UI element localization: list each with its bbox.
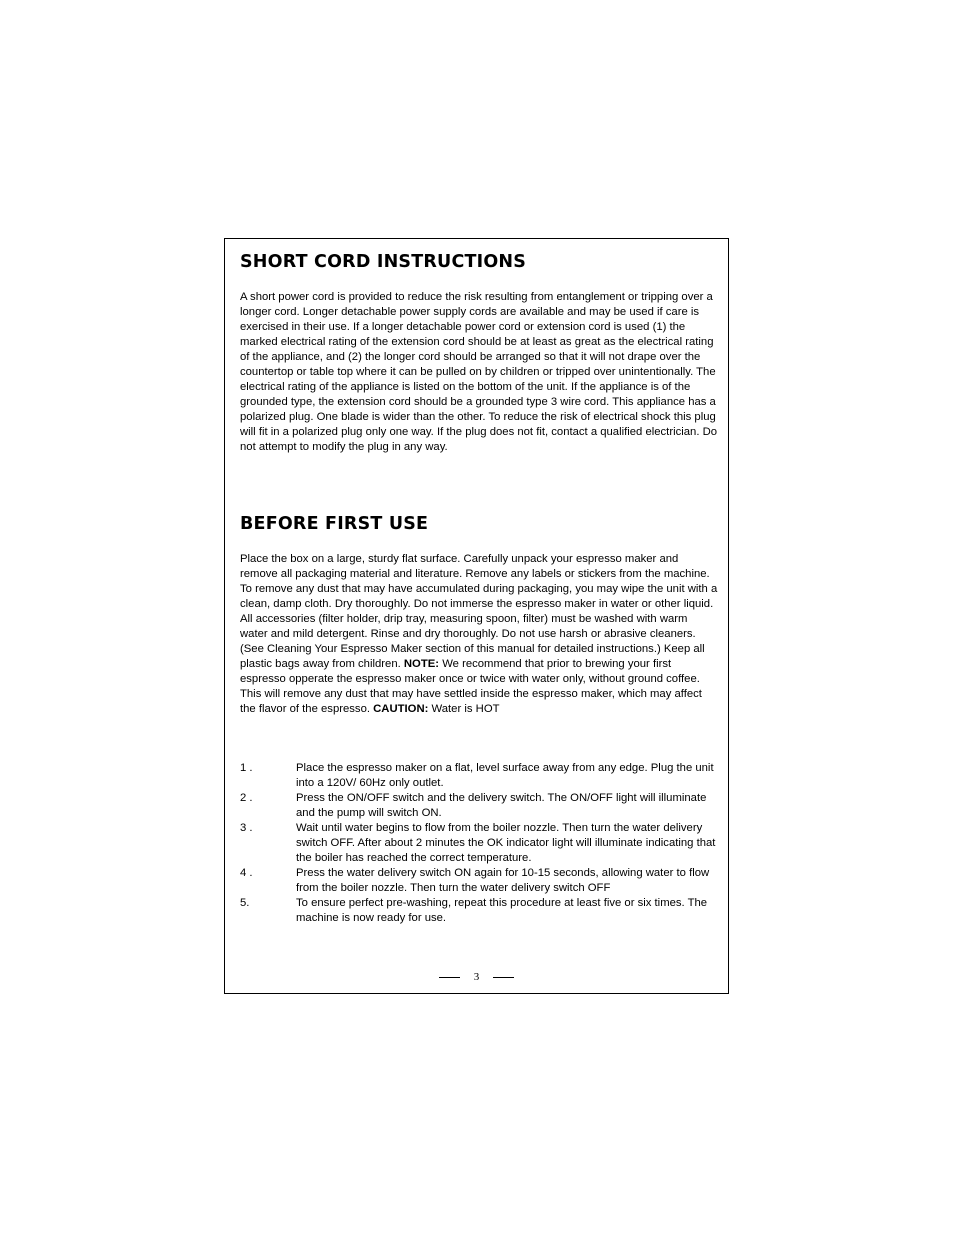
footer-rule-left [439,977,460,978]
step-text: To ensure perfect pre-washing, repeat this procedure at least five or six times. The machine is now ready for use. [296,897,708,924]
step-item [240,866,718,896]
step-number: 2 . [240,792,253,804]
setup-steps-list [240,761,718,926]
step-text: Place the espresso maker on a flat, level surface away from any edge. Plug the unit into a 120V/ 60Hz only outlet. [296,762,714,789]
step-number: 4 . [240,867,253,879]
step-item [240,791,718,821]
step-text: Press the water delivery switch ON again for 10-15 seconds, allowing water to flow from the boiler nozzle. Then turn the water delivery switch OFF [296,867,710,894]
page-number: 3 [473,971,480,983]
step-number: 5. [240,897,250,909]
caution-label: CAUTION: [373,703,429,715]
paragraph-text-part3: Water is HOT [431,703,500,715]
step-item [240,896,718,926]
short-cord-heading: SHORT CORD INSTRUCTIONS [240,252,527,272]
step-number: 3 . [240,822,253,834]
note-label: NOTE: [403,658,440,670]
step-text: Press the ON/OFF switch and the delivery switch. The ON/OFF light will illuminate and the pump will switch ON. [296,792,707,819]
short-cord-paragraph: A short power cord is provided to reduce the risk resulting from entanglement or tripping over a longer cord. Longer detachable power supply cords are available and may be used if care is exercised in their use. If a longer detachable power cord or extension cord is used (1) the marked electrical rating of the extension cord should be at least as great as the electrical rating of the appliance, and (2) the longer cord should be arranged so that it will not drape over the countertop or table top where it can be pulled on by children or tripped over unintentionally. The electrical rating of the appliance is listed on the bottom of the unit. If the appliance is of the grounded type, the extension cord should be a grounded type 3 wire cord. This appliance has a polarized plug. One blade is wider than the other. To reduce the risk of electrical shock this plug will fit in a polarized plug only one way. If the plug does not fit, contact a qualified electrician. Do not attempt to modify the plug in any way. [240,291,718,453]
paragraph-text-part2: We recommend that prior to brewing your first espresso opperate the espresso maker once or twice with water only, without ground coffee. This will remove any dust that may have settled inside the espresso maker, which may affect the flavor of the espresso. [240,658,702,715]
paragraph-text-part1: Place the box on a large, sturdy flat surface. Carefully unpack your espresso maker and remove all packaging material and literature. Remove any labels or stickers from the machine. To remove any dust that may have accumulated during packaging, you may wipe the unit with a clean, damp cloth. Dry thoroughly. Do not immerse the espresso maker in water or other liquid. All accessories (filter holder, drip tray, measuring spoon, filter) must be washed with warm water and mild detergent. Rinse and dry thoroughly. Do not use harsh or abrasive cleaners. (See Cleaning Your Espresso Maker section of this manual for detailed instructions.) Keep all plastic bags away from children. [240,553,718,670]
page-frame [224,238,729,994]
footer-rule-right [493,977,514,978]
step-item [240,761,718,791]
step-number: 1 . [240,762,253,774]
step-text: Wait until water begins to flow from the boiler nozzle. Then turn the water delivery switch OFF. After about 2 minutes the OK indicator light will illuminate indicating that the boiler has reached the correct temperature. [296,822,716,864]
before-first-use-paragraph [240,552,718,717]
step-item [240,821,718,866]
before-first-use-heading: BEFORE FIRST USE [240,514,429,534]
page-footer [225,971,728,983]
